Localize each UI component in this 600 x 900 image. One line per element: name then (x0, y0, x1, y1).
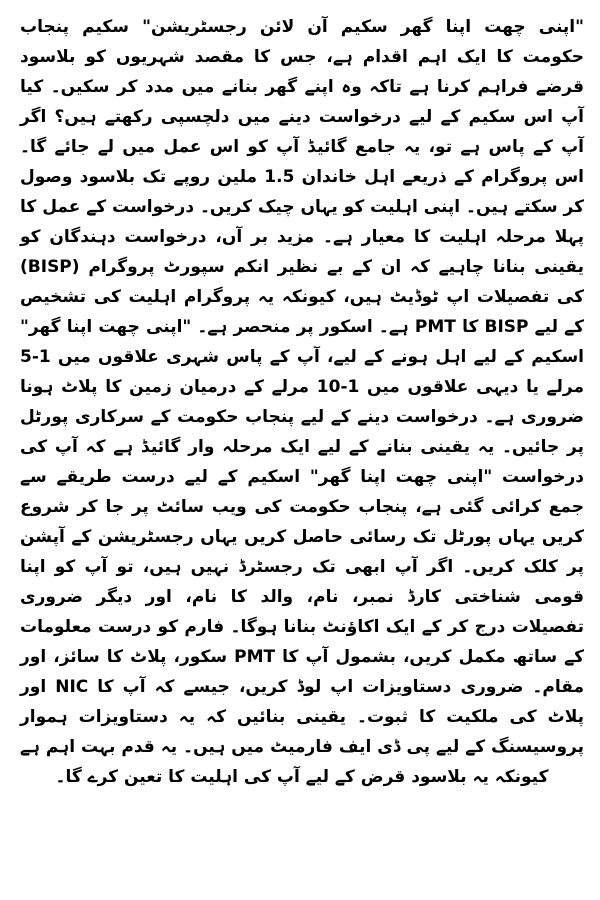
article-paragraph: "اپنی چھت اپنا گھر سکیم آن لائن رجسٹریشن" سکیم پنجاب حکومت کا ایک اہم اقدام ہے، جس کا مقصد شہریوں کو بلاسود قرضے فراہم کرنا ہے تاکہ وہ اپنے گھر بنانے میں مدد کر سکیں۔ کیا آپ اس سکیم کے لیے درخواست دینے میں دلچسپی رکھتے ہیں؟ اگر آپ کے پاس ہے تو، یہ جامع گائیڈ آپ کو اس عمل میں لے جائے گا۔ اس پروگرام کے ذریعے اہل خاندان 1.5 ملین روپے تک بلاسود وصول کر سکتے ہیں۔ اپنی اہلیت کو یہاں چیک کریں۔ درخواست کے عمل کا پہلا مرحلہ اہلیت کا معیار ہے۔ مزید بر آں، درخواست دہندگان کو یقینی بنانا چاہیے کہ ان کے بے نظیر انکم سپورٹ پروگرام (BISP) کی تفصیلات اپ ٹوڈیٹ ہیں، کیونکہ یہ پروگرام اہلیت کی تشخیص کے لیے BISP کا PMT ہے۔ اسکور پر منحصر ہے۔ "اپنی چھت اپنا گھر" اسکیم کے لیے اہل ہونے کے لیے، آپ کے پاس شہری علاقوں میں 1-5 مرلے یا دیہی علاقوں میں 1-10 مرلے کے درمیان زمین کا پلاٹ ہونا ضروری ہے۔ درخواست دینے کے لیے پنجاب حکومت کے سرکاری پورٹل پر جائیں۔ یہ یقینی بنانے کے لیے ایک مرحلہ وار گائیڈ ہے کہ آپ کی درخواست "اپنی چھت اپنا گھر" اسکیم کے لیے درست طریقے سے جمع کرائی گئی ہے، پنجاب حکومت کی ویب سائٹ پر جا کر شروع کریں یہاں پورٹل تک رسائی حاصل کریں یہاں رجسٹریشن کے آپشن پر کلک کریں۔ اگر آپ ابھی تک رجسٹرڈ نہیں ہیں، تو آپ کو اپنا قومی شناختی کارڈ نمبر، نام، والد کا نام، اور دیگر ضروری تفصیلات درج کر کے ایک اکاؤنٹ بنانا ہوگا۔ فارم کو درست معلومات کے ساتھ مکمل کریں، بشمول آپ کا PMT سکور، پلاٹ کا سائز، اور مقام۔ ضروری دستاویزات اپ لوڈ کریں، جیسے کہ آپ کا NIC اور پلاٹ کی ملکیت کا ثبوت۔ یقینی بنائیں کہ یہ دستاویزات ہموار پروسیسنگ کے لیے پی ڈی ایف فارمیٹ میں ہیں۔ یہ قدم بہت اہم ہے کیونکہ یہ بلاسود قرض کے لیے آپ کی اہلیت کا تعین کرے گا۔ (20, 17, 584, 787)
document-page (20, 12, 584, 792)
